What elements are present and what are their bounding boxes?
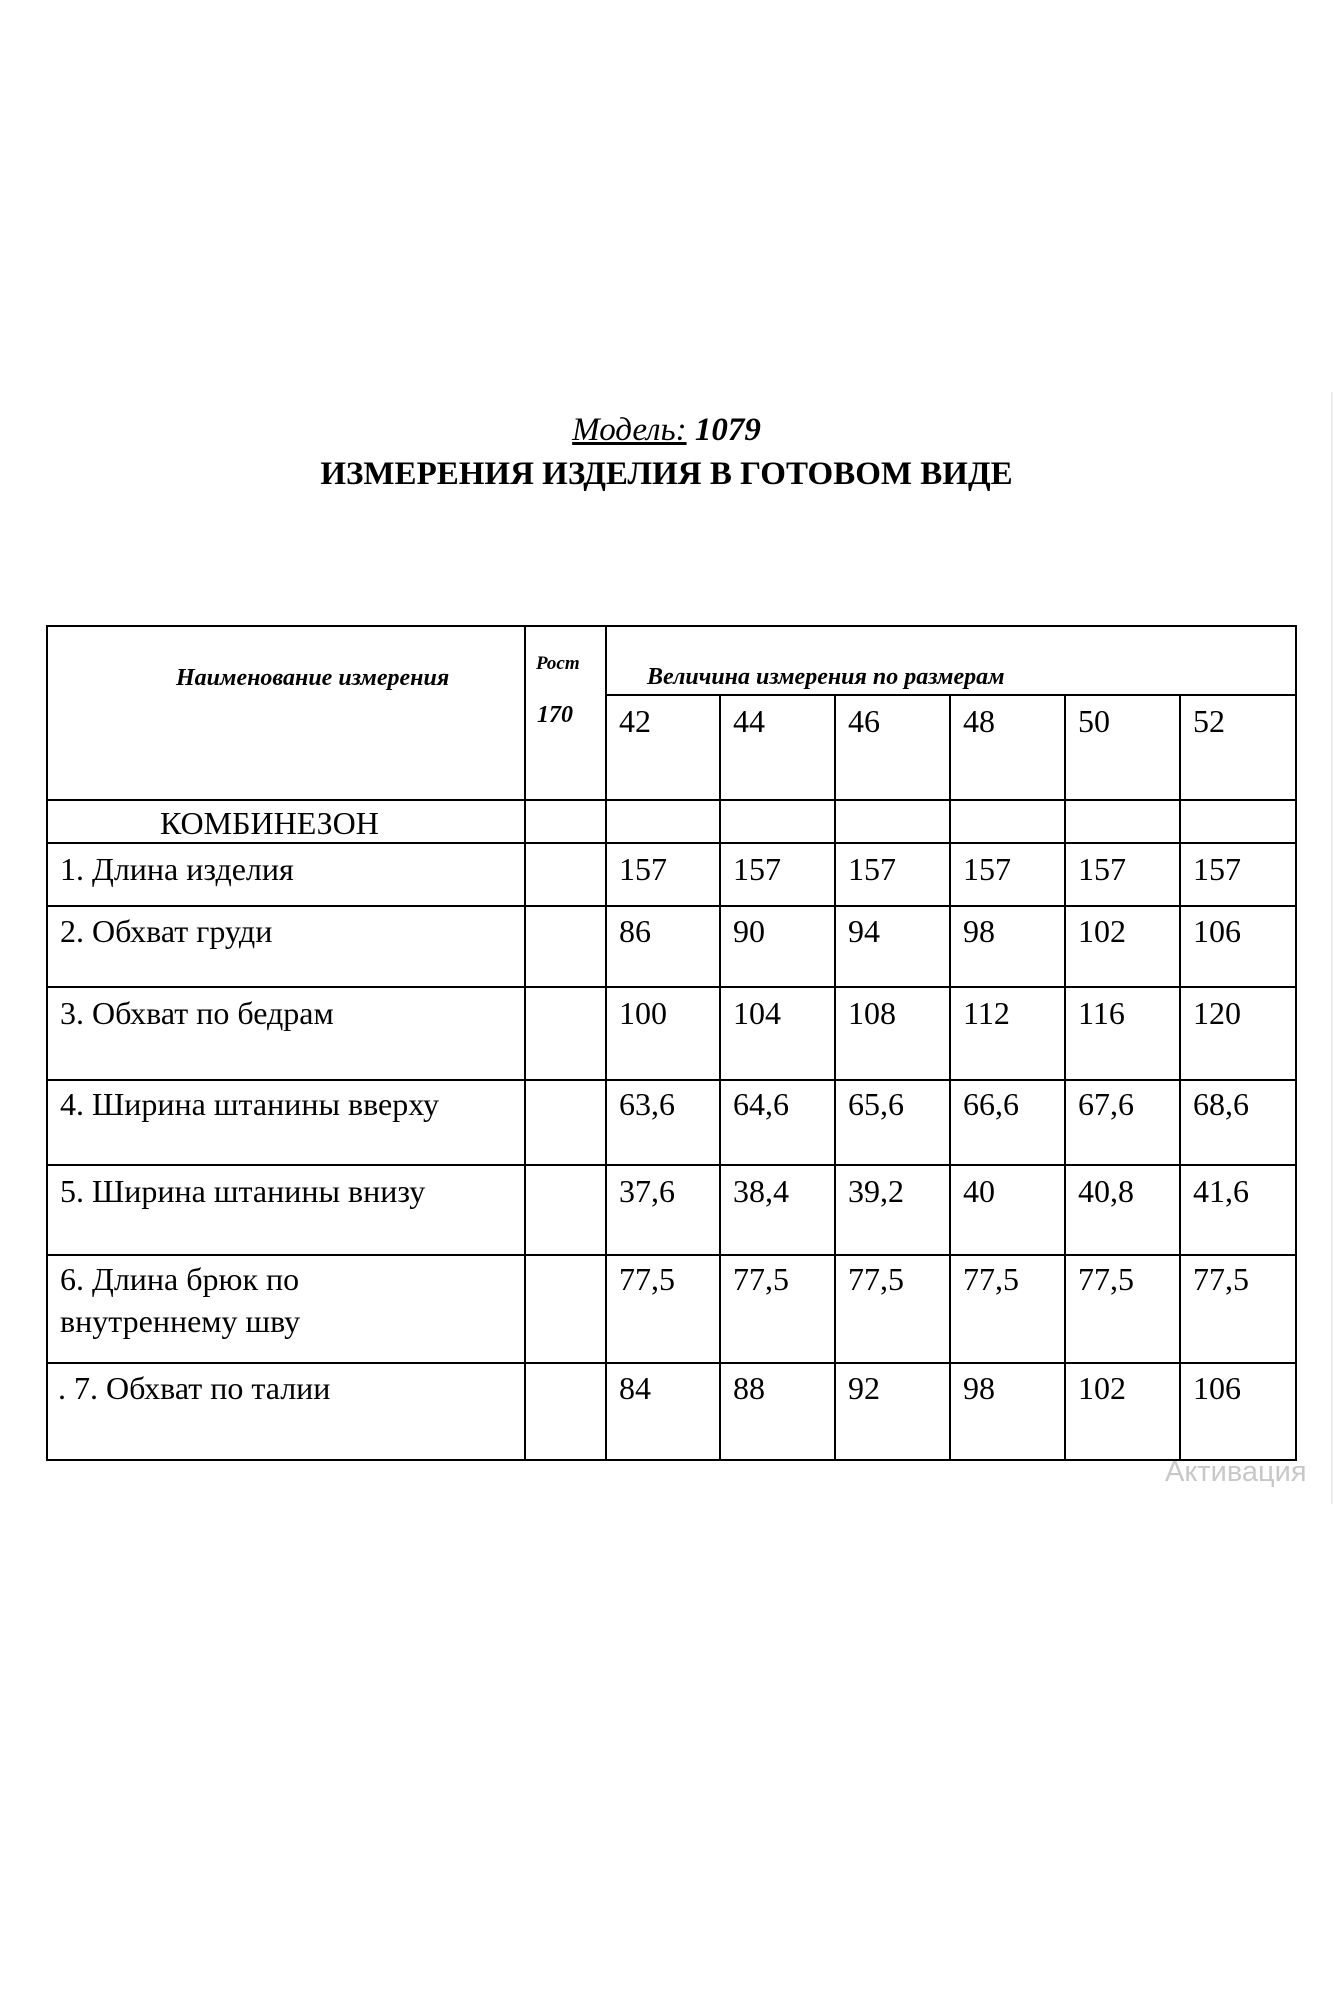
column-header-measurement: Наименование измерения — [176, 665, 450, 691]
page-title: ИЗМЕРЕНИЯ ИЗДЕЛИЯ В ГОТОВОМ ВИДЕ — [320, 456, 1013, 492]
table-cell: 37,6 — [619, 1173, 675, 1209]
table-cell: 92 — [848, 1370, 880, 1406]
size-header: 52 — [1193, 703, 1225, 739]
table-cell: 157 — [1193, 851, 1241, 887]
table-cell: 41,6 — [1193, 1173, 1249, 1209]
table-cell: 84 — [619, 1370, 651, 1406]
table-cell: 100 — [619, 995, 667, 1031]
table-cell: 106 — [1193, 913, 1241, 949]
table-cell: 86 — [619, 913, 651, 949]
size-header: 44 — [733, 703, 765, 739]
table-cell: 98 — [963, 913, 995, 949]
table-cell: 116 — [1078, 995, 1125, 1031]
table-cell: 68,6 — [1193, 1086, 1249, 1122]
row-label: 1. Длина изделия — [60, 851, 294, 887]
table-cell: 157 — [963, 851, 1011, 887]
row-label: 4. Ширина штанины вверху — [60, 1086, 439, 1122]
table-cell: 90 — [733, 913, 765, 949]
row-label: 3. Обхват по бедрам — [60, 995, 334, 1031]
table-cell: 157 — [1078, 851, 1126, 887]
model-label: Модель: — [572, 412, 687, 448]
table-cell: 157 — [733, 851, 781, 887]
row-label: 2. Обхват груди — [60, 913, 273, 949]
table-cell: 40 — [963, 1173, 995, 1209]
size-header: 42 — [619, 703, 651, 739]
table-cell: 88 — [733, 1370, 765, 1406]
size-header: 50 — [1078, 703, 1110, 739]
table-cell: 98 — [963, 1370, 995, 1406]
table-cell: 120 — [1193, 995, 1241, 1031]
table-cell: 102 — [1078, 1370, 1126, 1406]
table-cell: 77,5 — [848, 1261, 904, 1297]
row-label-continued: внутреннему шву — [60, 1303, 301, 1339]
table-cell: 157 — [848, 851, 896, 887]
table-cell: 65,6 — [848, 1086, 904, 1122]
size-header: 48 — [963, 703, 995, 739]
table-cell: 77,5 — [619, 1261, 675, 1297]
table-cell: 112 — [963, 995, 1010, 1031]
table-cell: 77,5 — [1193, 1261, 1249, 1297]
table-cell: 108 — [848, 995, 896, 1031]
table-cell: 104 — [733, 995, 781, 1031]
height-header: Рост — [536, 653, 580, 674]
activation-watermark: Активация — [1165, 1456, 1307, 1488]
section-label: КОМБИНЕЗОН — [160, 805, 379, 841]
table-cell: 40,8 — [1078, 1173, 1134, 1209]
table-cell: 106 — [1193, 1370, 1241, 1406]
table-cell: 63,6 — [619, 1086, 675, 1122]
table-cell: 67,6 — [1078, 1086, 1134, 1122]
table-cell: 38,4 — [733, 1173, 789, 1209]
table-cell: 102 — [1078, 913, 1126, 949]
table-cell: 77,5 — [1078, 1261, 1134, 1297]
row-label: 6. Длина брюк по — [60, 1261, 300, 1297]
table-cell: 64,6 — [733, 1086, 789, 1122]
model-number: 1079 — [694, 412, 761, 448]
table-cell: 39,2 — [848, 1173, 904, 1209]
table-cell: 157 — [619, 851, 667, 887]
sizes-header: Величина измерения по размерам — [647, 664, 1005, 690]
height-value: 170 — [537, 702, 573, 728]
row-label: 5. Ширина штанины внизу — [60, 1173, 426, 1209]
table-cell: 77,5 — [733, 1261, 789, 1297]
table-cell: 94 — [848, 913, 880, 949]
table-cell: 66,6 — [963, 1086, 1019, 1122]
size-header: 46 — [848, 703, 880, 739]
row-label: . 7. Обхват по талии — [58, 1370, 331, 1406]
table-cell: 77,5 — [963, 1261, 1019, 1297]
